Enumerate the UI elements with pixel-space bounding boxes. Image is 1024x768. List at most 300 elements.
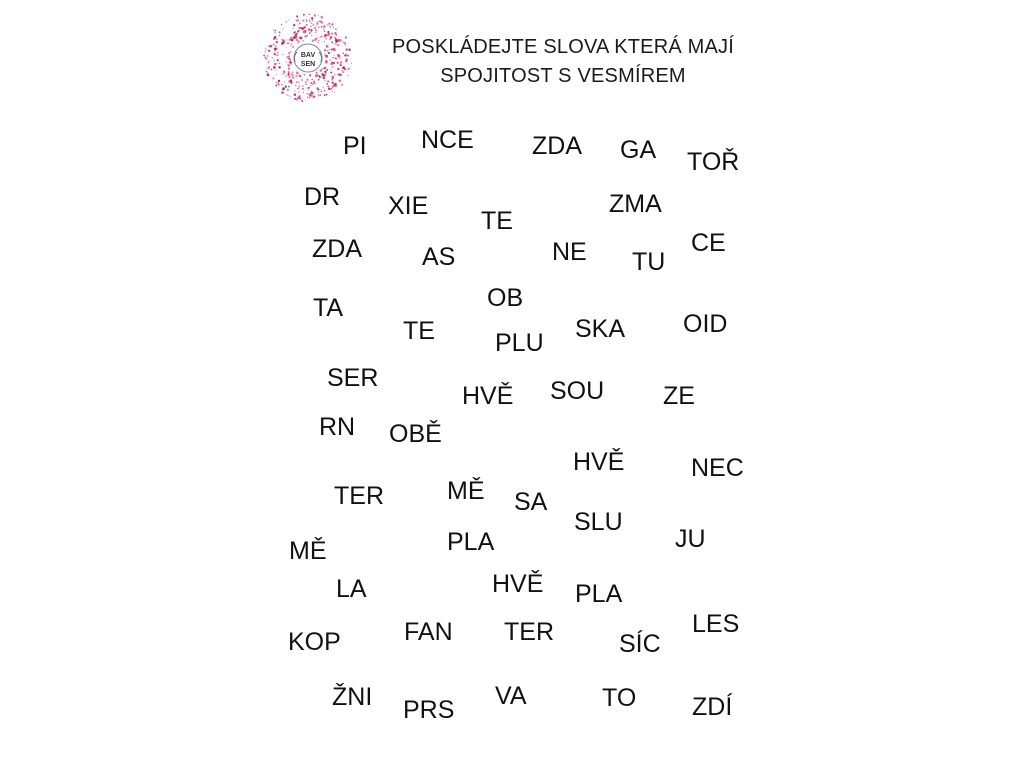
logo-dot [325,38,327,40]
logo-dot [334,73,335,74]
logo-dot [288,75,291,78]
logo-dot [274,53,276,55]
logo-dot [331,78,333,80]
logo-dot [273,44,275,46]
logo-dot [303,92,304,93]
logo-dot [307,96,308,97]
syllable: PLA [447,528,495,556]
logo-dot [309,97,310,98]
syllable: JU [675,525,706,553]
logo-dot [288,86,290,88]
logo-dot [299,23,300,24]
logo-dot [288,95,289,96]
logo-dot [275,32,276,33]
syllable: PLA [575,580,623,608]
logo-dot [308,90,309,91]
logo-dot [333,27,334,28]
logo-dot [284,84,285,85]
logo-dot [326,24,328,26]
logo-dot [277,59,279,61]
syllable: MĚ [289,537,327,565]
syllable: LA [336,575,367,603]
logo-dot [282,88,285,91]
logo-dot [299,75,301,77]
logo-dot [296,72,299,75]
logo-dot [306,79,308,81]
logo-dot [318,91,319,92]
logo-dot [343,71,345,73]
syllable: SÍC [619,630,661,658]
logo-dot [327,83,328,84]
logo-dot [290,82,292,84]
logo-dot [289,19,290,20]
logo-dot [308,87,310,89]
logo-dot [322,68,323,69]
logo-dot [277,70,278,71]
logo-dot [312,40,314,42]
syllable: TER [504,618,554,646]
logo-dot [318,15,319,16]
logo-dot [347,55,349,57]
logo-dot [300,37,303,40]
logo-dot [325,61,328,64]
syllable: OBĚ [389,420,442,448]
syllable: HVĚ [573,448,625,476]
logo-dot [290,37,292,39]
syllable: CE [691,229,726,257]
logo-dot [266,71,267,72]
logo-dot [334,32,336,34]
logo-dot [311,95,313,97]
syllable: OID [683,310,728,338]
logo-dot [296,20,297,21]
logo-dot [321,26,323,28]
logo-dot [341,45,342,46]
title-line-2: SPOJITOST S VESMÍREM [440,65,686,87]
logo-dot [312,20,313,21]
logo-dot [297,96,300,99]
logo-dot [281,91,283,93]
logo-dot [322,35,323,36]
logo-dot [282,40,285,43]
logo-dot [304,35,306,37]
logo-dot [286,47,287,48]
logo-dot [334,36,335,37]
logo-dot [274,47,277,50]
logo-dot [323,25,326,28]
logo-dot [277,48,278,49]
logo-dot [310,92,312,94]
logo-dot [273,29,275,31]
logo-dot [269,45,272,48]
logo-dot [268,66,270,68]
syllable: SA [514,488,548,516]
logo-dot [272,77,274,79]
logo-dot [290,59,291,60]
syllable: PLU [495,329,544,357]
logo-dot [324,49,327,52]
logo-dot [294,35,295,36]
logo-dot [268,50,270,52]
logo-dot [348,75,349,76]
logo-dot [288,52,290,54]
syllable: GA [620,136,657,164]
syllable: TER [334,482,384,510]
logo-dot [298,81,300,83]
logo-dot [339,74,342,77]
logo-dot [282,73,283,74]
logo-dot [325,55,328,58]
logo-dot [319,37,320,38]
syllable: OB [487,284,524,312]
logo-dot [335,28,337,30]
logo-dot [337,44,339,46]
logo-dot [308,13,310,15]
logo-dot [297,40,299,42]
logo-dot [302,88,304,90]
logo-dot [297,31,299,33]
syllable: PRS [403,696,455,724]
logo-dot [296,81,298,83]
logo-dot [298,91,300,93]
syllable: LES [692,610,740,638]
syllable: KOP [288,628,341,656]
logo-text-line2: SEN [300,61,316,68]
logo-dot [338,79,341,82]
syllable: ZDA [532,132,582,160]
syllable: NCE [421,126,474,154]
logo-dot [337,42,338,43]
logo-dot [329,59,331,61]
logo-dot [344,54,346,56]
logo-dot [298,24,299,25]
logo-dot [314,16,315,17]
logo-dot [316,22,318,24]
logo-dot [318,21,319,22]
syllable: SKA [575,315,626,343]
logo-dot [266,68,267,69]
logo-dot [326,45,328,47]
logo-dot [316,37,318,39]
logo-dot [312,97,313,98]
logo-dot [313,95,315,97]
logo-dot [267,73,270,76]
logo-dot [332,76,334,78]
logo-dot [267,72,268,73]
logo-dot [318,40,319,41]
logo-dot [297,19,299,21]
logo-dot [322,75,323,76]
logo-dot [273,61,274,62]
logo-dot [311,83,313,85]
logo-dot [294,90,295,91]
logo-dot [328,31,330,33]
logo-dot [313,80,315,82]
logo-dot [308,93,309,94]
logo-dot [333,62,335,64]
logo-dot [287,89,289,91]
logo-dot [345,48,348,51]
logo-dot [337,62,339,64]
worksheet-title [378,33,748,91]
logo-dot [345,60,347,62]
logo-dot [287,42,289,44]
logo-dot [316,72,318,74]
logo-dot [310,85,311,86]
logo-dot [276,41,279,44]
logo-dot [326,34,328,36]
logo-dot [288,68,290,70]
logo-dot [309,21,310,22]
logo-dot [288,55,290,57]
logo-dot [286,94,288,96]
logo-dot [295,85,296,86]
logo-dot [330,63,333,66]
logo-dot [320,77,322,79]
logo-dot [342,70,343,71]
bavsen-logo [262,12,354,104]
logo-dot [318,79,320,81]
logo-dot [290,51,292,53]
logo-dot [311,23,312,24]
logo-dot [286,21,287,22]
syllable: HVĚ [492,570,544,598]
logo-dot [317,41,319,43]
logo-dot [324,75,326,77]
logo-dot [331,33,333,35]
logo-dot [264,56,265,57]
logo-dot [282,28,283,29]
syllable: FAN [404,618,453,646]
logo-dot [344,42,346,44]
logo-dot [303,14,305,16]
logo-dot [337,54,339,56]
logo-dot [337,68,339,70]
logo-dot [342,52,343,53]
logo-dot [322,86,323,87]
logo-dot [329,89,330,90]
logo-dot [332,91,333,92]
logo-dot [275,45,276,46]
logo-dot [315,75,318,78]
logo-dot [292,71,294,73]
logo-dot [331,81,333,83]
syllable: TU [632,248,666,276]
logo-dot [334,83,337,86]
logo-dot [330,36,331,37]
logo-dot [302,101,303,102]
logo-dot [278,84,280,86]
logo-dot [276,74,277,75]
logo-dot [340,35,341,36]
syllable: ŽNI [332,683,373,711]
logo-dot [344,68,346,70]
logo-dot [274,63,276,65]
logo-dot [320,21,323,24]
logo-dot [324,67,327,70]
logo-dot [302,27,304,29]
logo-dot [338,39,341,42]
logo-dot [292,46,294,48]
logo-dot [341,84,343,86]
logo-dot [291,74,294,77]
logo-dot [319,89,320,90]
logo-dot [327,80,329,82]
syllable: SER [327,364,379,392]
logo-dot [281,24,282,25]
logo-dot [306,20,308,22]
logo-dot [306,30,308,32]
syllable: HVĚ [462,382,514,410]
logo-dot [287,63,288,64]
logo-dot [327,85,329,87]
logo-dot [286,39,287,40]
logo-dot [290,45,291,46]
title-line-1: POSKLÁDEJTE SLOVA KTERÁ MAJÍ [392,36,734,58]
logo-dot [274,36,276,38]
logo-dot [294,93,297,96]
logo-dot [279,35,280,36]
logo-dot [267,45,268,46]
syllable: MĚ [447,477,485,505]
logo-dot [298,43,299,44]
syllable: RN [319,413,356,441]
logo-dot [306,93,307,94]
logo-dot [266,49,267,50]
syllable: PI [343,132,367,160]
logo-dot [272,57,273,58]
logo-dot [324,90,326,92]
logo-dot [289,38,292,41]
logo-dot [311,79,312,80]
logo-dot [324,31,326,33]
logo-dot [278,66,280,68]
logo-dot [305,84,306,85]
logo-dot [348,48,351,51]
logo-dot [320,94,321,95]
logo-dot [324,71,326,73]
logo-dot [309,95,311,97]
logo-dot [326,70,327,71]
logo-dot [298,74,299,75]
logo-dot [332,87,334,89]
logo-dot [291,44,293,46]
logo-dot [335,58,337,60]
logo-dot [314,39,316,41]
logo-dot [290,62,292,64]
syllable: NEC [691,454,744,482]
logo-dot [318,94,320,96]
logo-dot [317,21,319,23]
logo-dot [340,64,341,65]
logo-dot [329,26,331,28]
logo-dot [319,69,321,71]
logo-dot [277,52,278,53]
logo-dot [285,75,287,77]
syllable: ZE [663,382,695,410]
logo-dot [294,31,296,33]
logo-dot [324,73,326,75]
logo-dot [306,24,308,26]
logo-dot [263,55,265,57]
logo-dot [315,25,316,26]
logo-dot [332,66,334,68]
logo-dot [345,36,347,38]
logo-dot [273,66,276,69]
logo-dot [323,29,324,30]
logo-dot [293,77,295,79]
logo-dot [351,63,352,64]
logo-dot [313,24,315,26]
logo-dot [331,23,333,25]
logo-dot [304,26,306,28]
logo-dot [288,70,290,72]
logo-dot [303,30,306,33]
logo-dot [324,94,326,96]
logo-dot [332,57,334,59]
logo-dot [321,91,322,92]
syllable: VA [495,682,527,710]
logo-dot [320,36,322,38]
logo-dot [278,31,280,33]
logo-dot [303,40,304,41]
syllable: NE [552,238,587,266]
logo-dot [288,58,290,60]
logo-dot [279,63,281,65]
logo-dot [297,16,299,18]
logo-dot [334,55,335,56]
logo-dot [311,35,312,36]
syllable: TO [602,684,637,712]
logo-text-line1: BAV [300,52,316,59]
logo-dot [330,68,331,69]
logo-dot [309,74,311,76]
logo-dot [308,28,310,30]
logo-dot [311,17,313,19]
logo-dot [327,50,329,52]
logo-dot [334,74,335,75]
logo-dot [297,88,299,90]
logo-dot [310,25,312,27]
logo-dot [277,63,278,64]
logo-dot [300,27,301,28]
logo-dot [285,86,287,88]
logo-dot [274,59,275,60]
logo-dot [268,62,269,63]
syllable: TE [481,207,513,235]
logo-dot [324,53,326,55]
syllable: ZMA [609,190,662,218]
syllable: SOU [550,377,605,405]
logo-dot [281,84,283,86]
logo-dot [316,87,318,89]
syllable: ZDÍ [692,693,733,721]
logo-dot [267,55,268,56]
logo-dot [283,70,285,72]
logo-dot [309,19,311,21]
logo-dot [330,72,332,74]
logo-dot [295,75,297,77]
logo-dot [324,80,325,81]
logo-dot [315,32,316,33]
syllable: ZDA [312,235,362,263]
logo-dot [292,27,293,28]
syllable: DR [304,183,341,211]
logo-dot [275,82,276,83]
syllable: SLU [574,508,623,536]
logo-dot [334,92,335,93]
logo-dot [286,61,287,62]
